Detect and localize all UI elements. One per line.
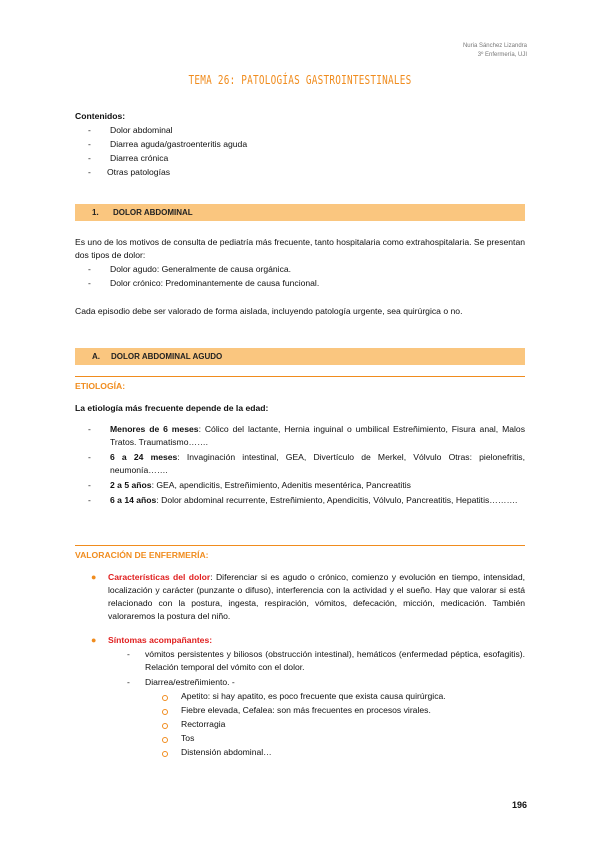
causes: : Dolor abdominal recurrente, Estreñimiento, Apendicitis, Vólvulo, Pancreatitis, Hepatitis………. (156, 495, 518, 505)
section-note: Cada episodio debe ser valorado de forma aislada, incluyendo patología urgente, sea quirúrgica o no. (75, 306, 463, 316)
contents-item: Otras patologías (107, 167, 171, 177)
subsection-heading: DOLOR ABDOMINAL AGUDO (111, 352, 223, 361)
circle-bullet-icon (162, 737, 168, 743)
course-label: 3º Enfermería, UJI (477, 52, 527, 58)
contents-item: Diarrea aguda/gastroenteritis aguda (110, 139, 248, 149)
dash-bullet: - (88, 264, 91, 274)
dash-bullet: - (127, 649, 130, 659)
characteristics-text: : Diferenciar si es agudo o crónico, comienzo y evolución en tiempo, intensidad, localización y carácter (punzante o difuso), interferencia con la actividad y el sueño. Hay que valorar si está relacionado con la postura, ingesta, respiración, vómitos, defecación, micción, medicación. También valoraremos la postura del niño. (108, 572, 525, 621)
sub-item: Rectorragia (181, 719, 226, 729)
etiology-heading: ETIOLOGÍA: (75, 381, 126, 391)
dash-bullet: - (88, 495, 91, 505)
subsection-heading-band (75, 348, 525, 365)
orange-bullet: ● (91, 572, 97, 582)
etiology-item (110, 494, 525, 507)
characteristics-label: Características del dolor (108, 572, 211, 582)
causes: : Cólico del lactante, Hernia inguinal o umbilical Estreñimiento, Fisura anal, Malos Tratos. Traumatismo……. (110, 424, 525, 447)
causes: : GEA, apendicitis, Estreñimiento, Adenitis mesentérica, Pancreatitis (151, 480, 411, 490)
circle-bullet-icon (162, 751, 168, 757)
nursing-heading: VALORACIÓN DE ENFERMERÍA: (75, 550, 209, 560)
age-group: 6 a 24 meses (110, 452, 178, 462)
age-group: 2 a 5 años (110, 480, 152, 490)
page-title: TEMA 26: PATOLOGÍAS GASTROINTESTINALES (188, 73, 412, 87)
sub-item: Distensión abdominal… (181, 747, 272, 757)
dash-bullet: - (88, 278, 91, 288)
dash-bullet: - (88, 139, 91, 149)
pain-type: Dolor agudo: Generalmente de causa orgánica. (110, 264, 292, 274)
vomits-item: vómitos persistentes y biliosos (obstrucción intestinal), hemáticos (enfermedad péptica, esofagitis). Relación temporal del vómito con el dolor. (145, 649, 525, 672)
contents-item: Diarrea crónica (110, 153, 169, 163)
subsection-letter: A. (92, 352, 100, 361)
causes: : Invaginación intestinal, GEA, Divertículo de Merkel, Vólvulo Otras: pielonefritis, neumonía……. (110, 452, 525, 475)
page-number: 196 (511, 800, 527, 810)
circle-bullet-icon (162, 695, 168, 701)
dash-bullet: - (88, 452, 91, 462)
age-group: Menores de 6 meses (110, 424, 199, 434)
section-heading-band (75, 204, 525, 221)
section-heading: DOLOR ABDOMINAL (113, 208, 193, 217)
pain-type: Dolor crónico: Predominantemente de causa funcional. (110, 278, 320, 288)
contents-label: Contenidos: (75, 111, 126, 121)
section-intro: Es uno de los motivos de consulta de pediatría más frecuente, tanto hospitalaria como extrahospitalaria. Se presentan dos tipos de dolor: (75, 237, 526, 260)
orange-bullet: ● (91, 635, 97, 645)
symptoms-heading (108, 634, 212, 647)
dash-bullet: - (127, 677, 130, 687)
contents-item: Dolor abdominal (110, 125, 173, 135)
diarrhea-item: Diarrea/estreñimiento. - (145, 677, 235, 687)
sub-item: Tos (181, 733, 195, 743)
symptoms-colon: : (209, 635, 213, 645)
pain-characteristics (108, 571, 525, 623)
sub-item: Fiebre elevada, Cefalea: son más frecuentes en procesos virales. (181, 705, 431, 715)
sub-item: Apetito: si hay apatito, es poco frecuente que exista causa quirúrgica. (181, 691, 446, 701)
dash-bullet: - (88, 167, 91, 177)
dash-bullet: - (88, 480, 91, 490)
etiology-item (110, 423, 525, 449)
dash-bullet: - (88, 125, 91, 135)
divider (75, 545, 525, 546)
circle-bullet-icon (162, 723, 168, 729)
etiology-item (110, 479, 525, 492)
dash-bullet: - (88, 153, 91, 163)
divider (75, 376, 525, 377)
age-group: 6 a 14 años (110, 495, 157, 505)
author-name: Nuria Sánchez Lizandra (462, 43, 527, 49)
etiology-item (110, 451, 525, 477)
etiology-intro: La etiología más frecuente depende de la edad: (75, 403, 269, 413)
circle-bullet-icon (162, 709, 168, 715)
section-number: 1. (92, 208, 99, 217)
symptoms-label: Síntomas acompañantes (108, 635, 210, 645)
dash-bullet: - (88, 424, 91, 434)
